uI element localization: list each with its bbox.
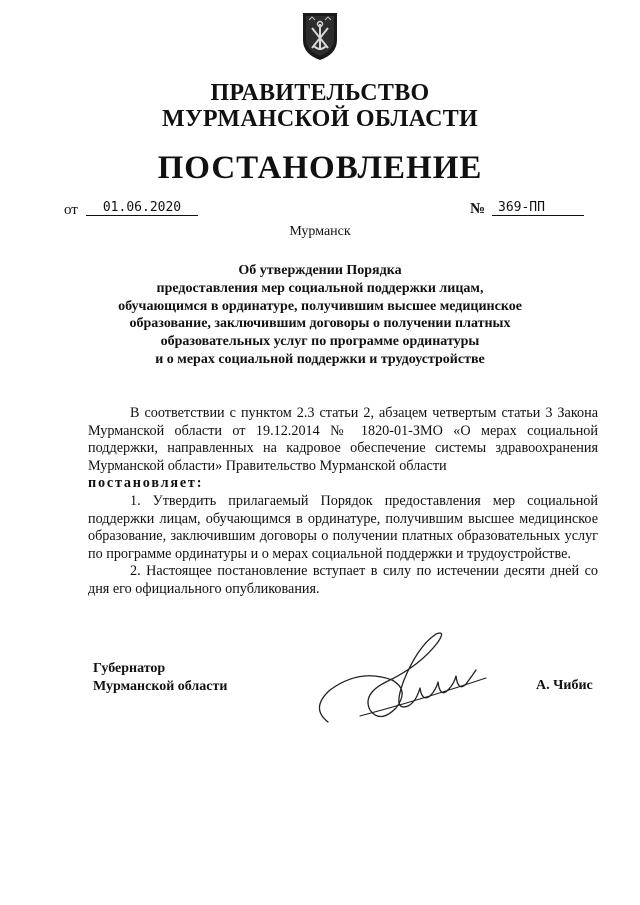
title-line: и о мерах социальной поддержки и трудоустройстве bbox=[155, 351, 485, 367]
document-type: ПОСТАНОВЛЕНИЕ bbox=[157, 150, 483, 186]
title-line: образовательных услуг по программе ординатуры bbox=[160, 334, 480, 350]
document-title bbox=[60, 262, 580, 369]
date-label: от bbox=[64, 202, 78, 218]
title-line: предоставления мер социальной поддержки лицам, bbox=[156, 280, 484, 296]
signer-position-line1: Губернатор bbox=[93, 661, 166, 676]
date-value: 01.06.2020 bbox=[86, 200, 198, 216]
coat-of-arms-icon bbox=[300, 10, 340, 62]
date-number-row bbox=[64, 200, 586, 220]
title-line: образование, заключившим договоры о получении платных bbox=[129, 316, 511, 332]
item-1: 1. Утвердить прилагаемый Порядок предоставления мер социальной поддержки лицам, обучающимся в ординатуре, получившим высшее медицинское образование, заключившим договоры о получении платных образовательных услуг по программе ординатуры и о мерах социальной поддержки и трудоустройстве. bbox=[88, 492, 598, 562]
signer-position-line2: Мурманской области bbox=[93, 679, 228, 694]
government-name bbox=[0, 80, 640, 132]
signer-name: А. Чибис bbox=[536, 678, 593, 693]
item-2: 2. Настоящее постановление вступает в силу по истечении десяти дней со дня его официального опубликования. bbox=[88, 563, 598, 597]
preamble: В соответствии с пунктом 2.3 статьи 2, абзацем четвертым статьи 3 Закона Мурманской области от 19.12.2014 № 1820-01-ЗМО «О мерах социальной поддержки, направленных на кадровое обеспечение системы здравоохранения Мурманской области» Правительство Мурманской области bbox=[88, 405, 598, 474]
handwritten-signature-icon bbox=[300, 620, 500, 740]
document-body bbox=[88, 405, 598, 599]
number-label: № bbox=[470, 201, 486, 217]
signer-position bbox=[93, 660, 227, 696]
title-line: Об утверждении Порядка bbox=[238, 263, 402, 278]
title-line: обучающимся в ординатуре, получившим высшее медицинское bbox=[118, 298, 522, 314]
number-value: 369-ПП bbox=[492, 200, 584, 216]
decree-word: постановляет: bbox=[88, 475, 204, 492]
government-name-line1: ПРАВИТЕЛЬСТВО bbox=[210, 80, 430, 106]
decree-paragraph bbox=[88, 475, 598, 493]
city: Мурманск bbox=[289, 224, 351, 239]
government-name-line2: МУРМАНСКОЙ ОБЛАСТИ bbox=[162, 106, 478, 132]
